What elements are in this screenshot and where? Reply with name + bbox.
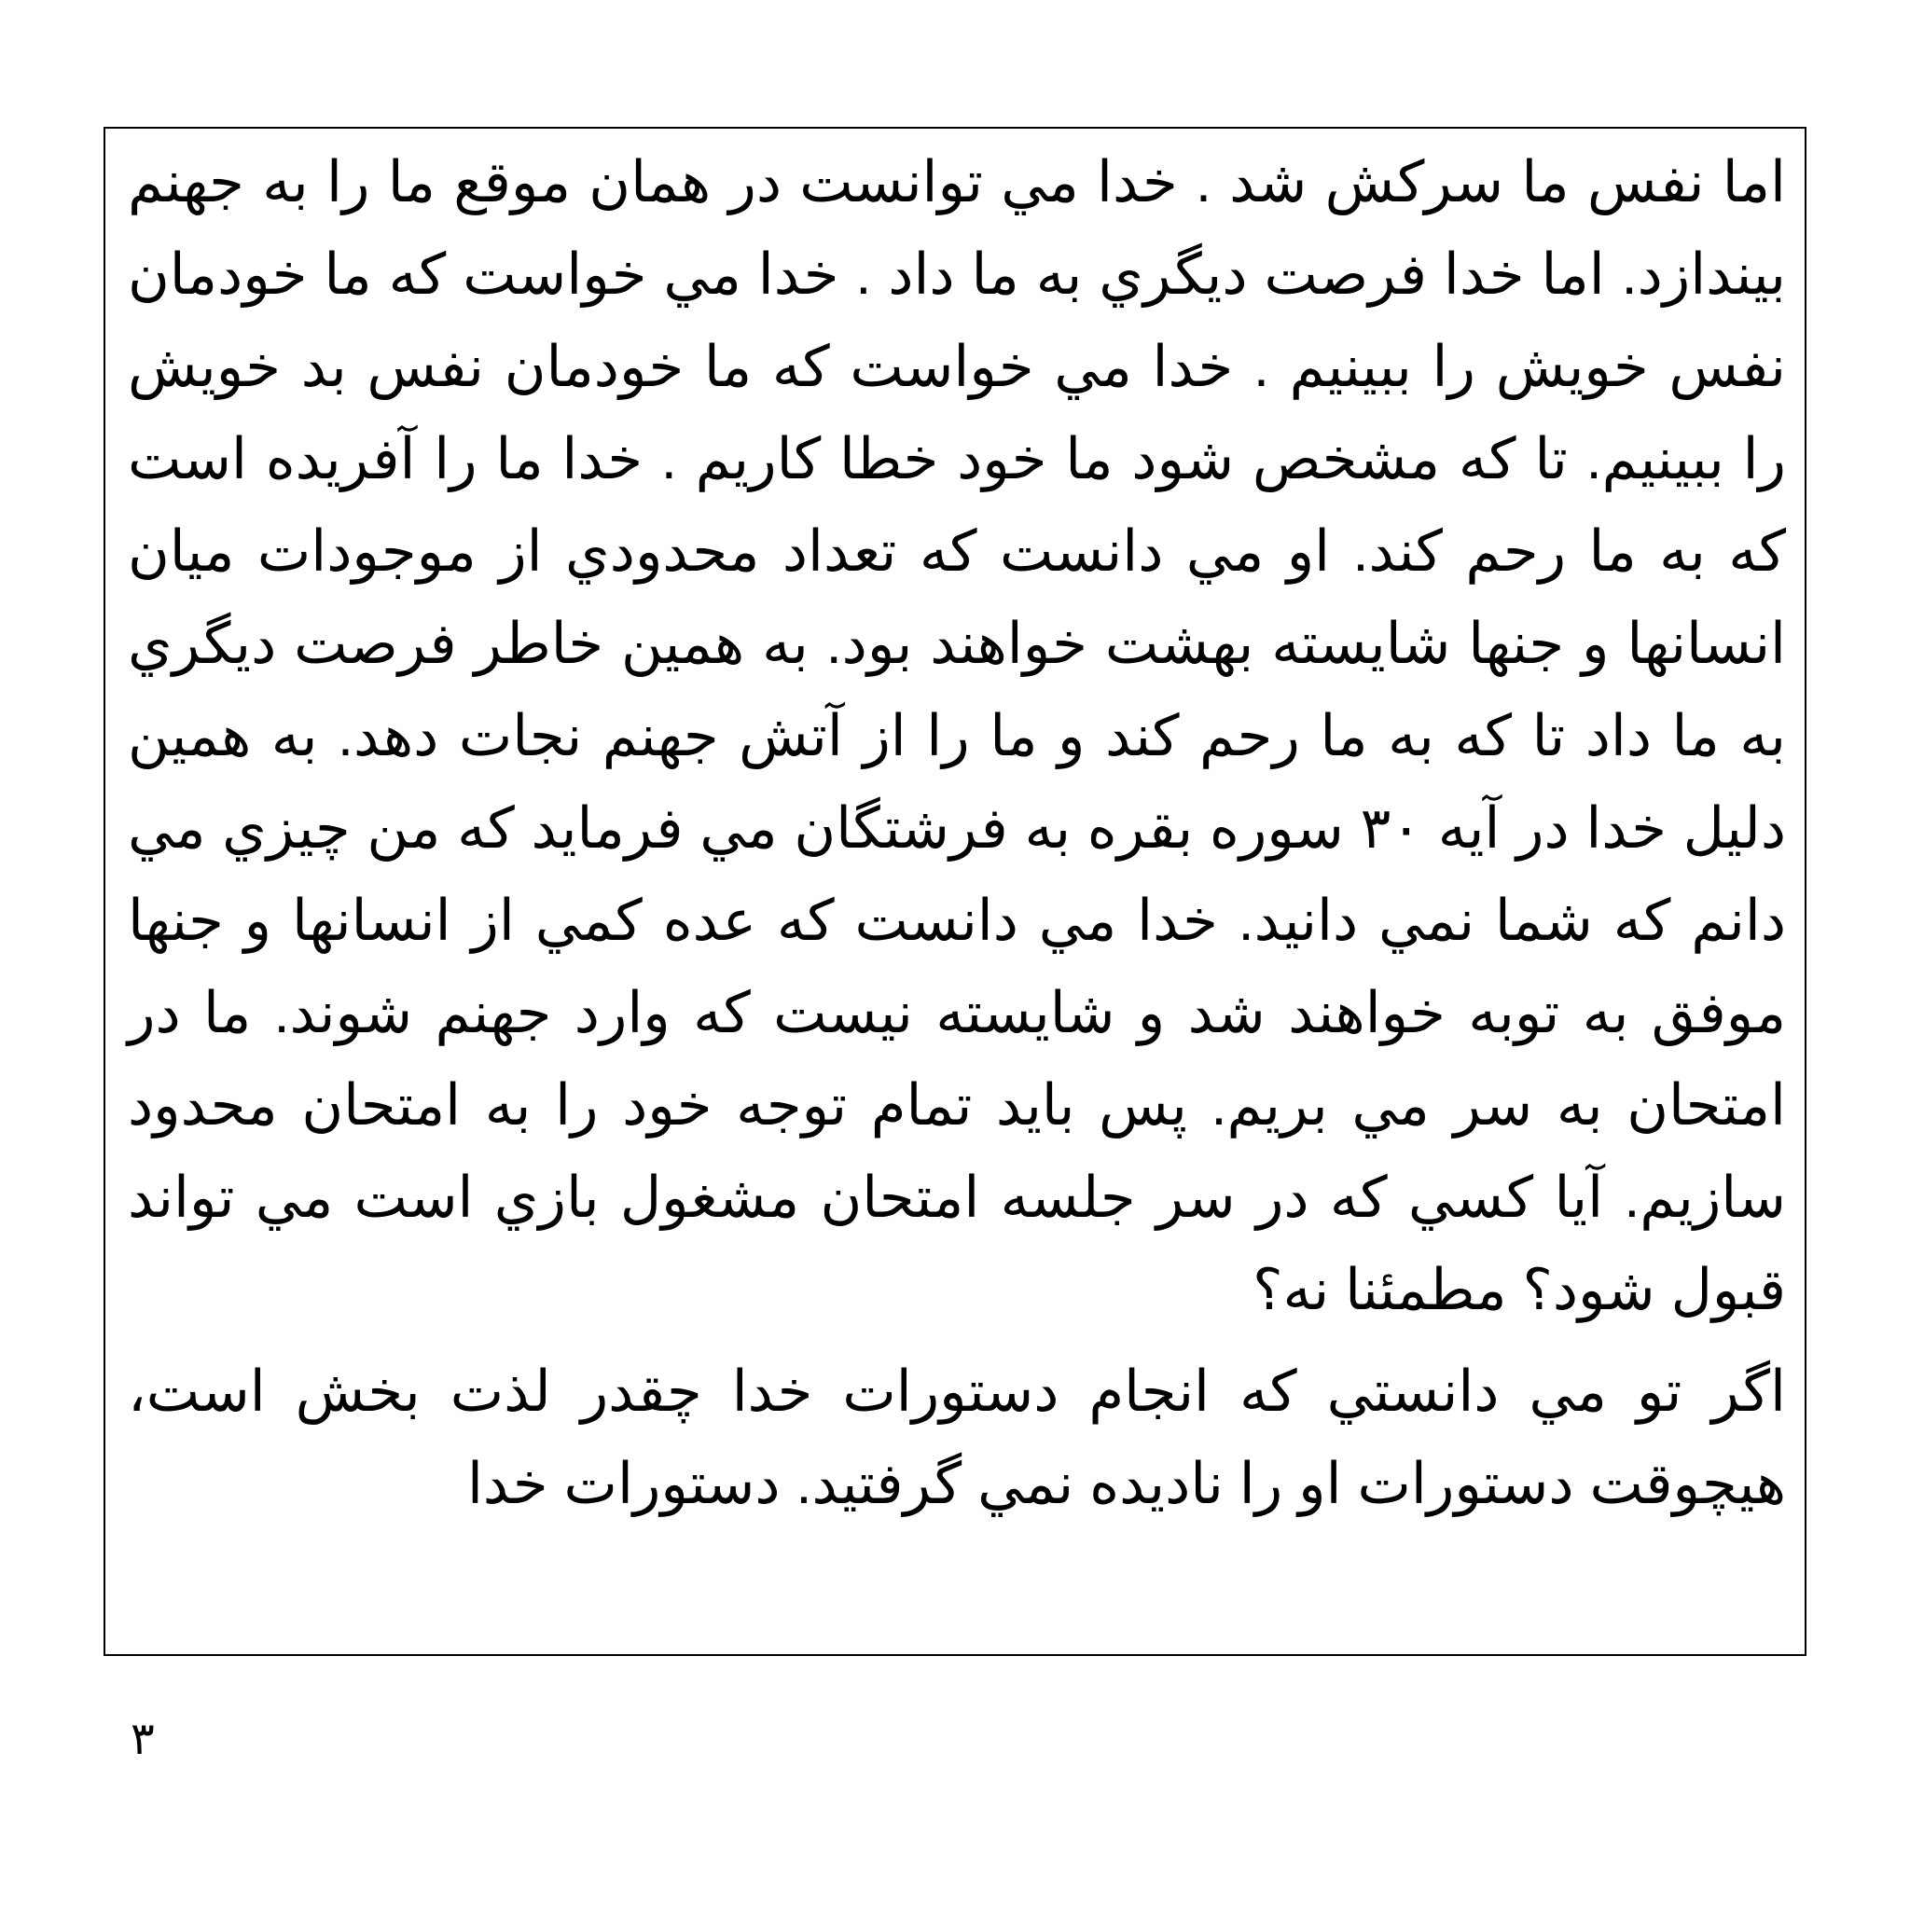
page-number: ۳ <box>131 1715 155 1764</box>
paragraph-1: اما نفس ما سركش شد . خدا مي توانست در همان موقع ما را به جهنم بيندازد. اما خدا فرصت ديگري به ما داد . خدا مي خواست كه ما خودمان نفس خويش را ببينيم . خدا مي خواست كه ما خودمان نفس بد خويش را ببينيم. تا كه مشخص شود ما خود خطا كاريم . خدا ما را آفريده است كه به ما رحم كند. او مي دانست كه تعداد محدودي از موجودات ميان انسانها و جنها شايسته بهشت خواهند بود. به همين خاطر فرصت ديگري به ما داد تا كه به ما رحم كند و ما را از آتش جهنم نجات دهد. به همين دليل خدا در آيه ۳۰ سوره بقره به فرشتگان مي فرمايد كه من چيزي مي دانم كه شما نمي دانيد. خدا مي دانست كه عده كمي از انسانها و جنها موفق به توبه خواهند شد و شايسته نيست كه وارد جهنم شوند. ما در امتحان به سر مي بريم. پس بايد تمام توجه خود را به امتحان محدود سازيم. آيا كسي كه در سر جلسه امتحان مشغول بازي است مي تواند قبول شود؟ مطمئنا نه؟ <box>128 150 1786 1321</box>
paragraph-2: اگر تو مي دانستي كه انجام دستورات خدا چقدر لذت بخش است، هيچوقت دستورات او را ناديده نمي گرفتيد. دستورات خدا <box>128 1359 1786 1515</box>
text-frame <box>104 127 1806 1656</box>
